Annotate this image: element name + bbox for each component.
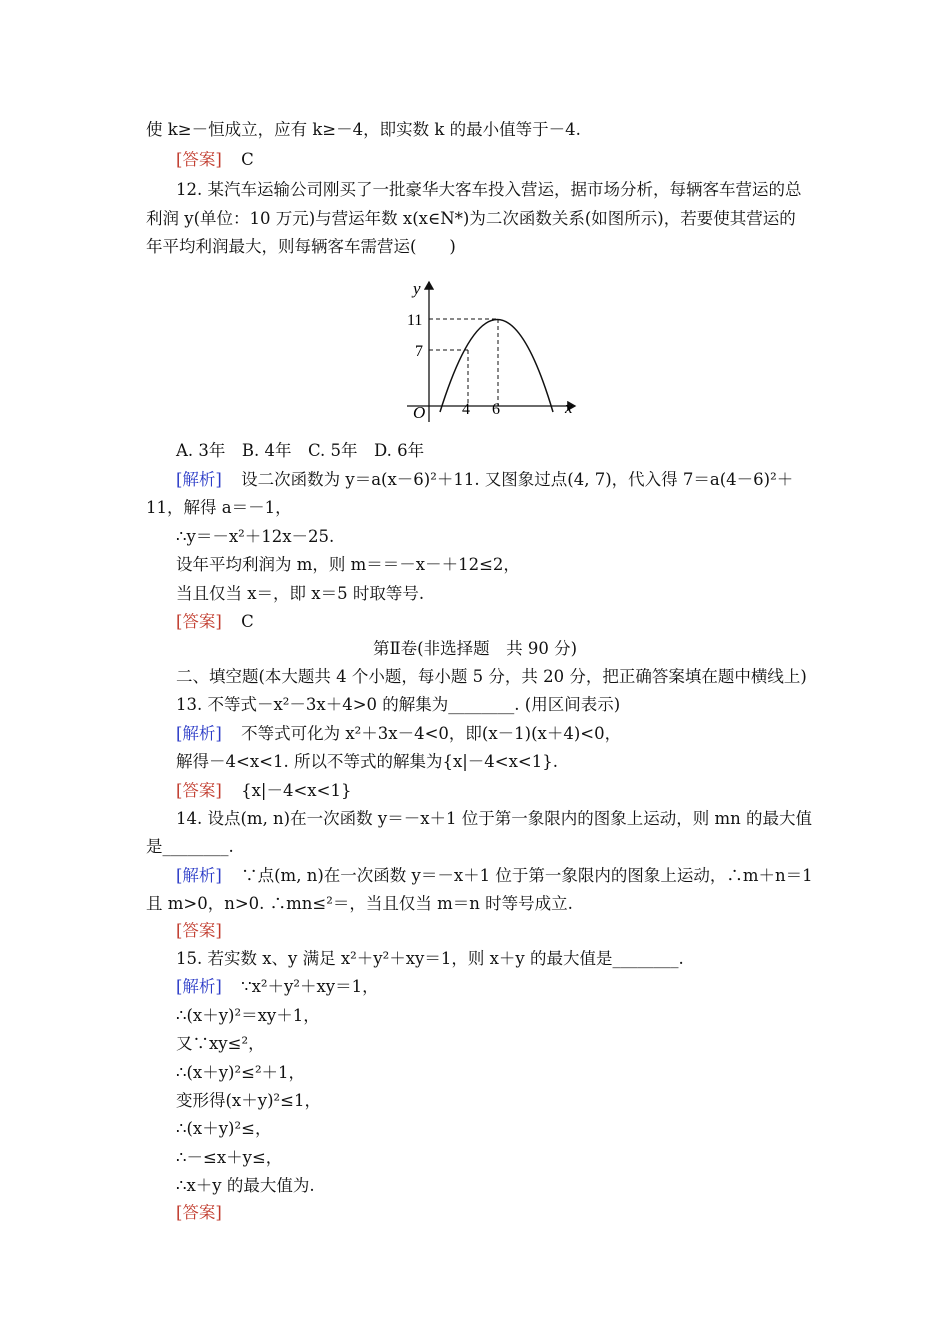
analysis-13-line-2: 解得－4<x<1. 所以不等式的解集为{x|－4<x<1}. [176,752,558,771]
analysis-15-line-7: ∴－≤x＋y≤， [176,1148,283,1167]
analysis-text: ∵点(m, n)在一次函数 y＝－x＋1 位于第一象限内的图象上运动，∴m＋n＝1 [241,866,813,885]
y-tick-7: 7 [415,343,423,360]
answer-13-line [176,781,351,801]
question-13: 13. 不等式－x²－3x＋4>0 的解集为________. (用区间表示) [176,695,621,714]
analysis-15-line-3: 又∵xy≤²， [176,1034,265,1053]
analysis-13-line-1 [176,724,621,744]
answer-tag: [答案] [176,781,222,800]
answer-tag: [答案] [176,1203,222,1222]
analysis-text: 不等式可化为 x²＋3x－4<0，即(x－1)(x＋4)<0， [241,724,622,743]
y-tick-11: 11 [407,312,423,329]
quadratic-graph [395,272,595,432]
question-12-line-3: 年平均利润最大，则每辆客车需营运( ) [146,237,456,256]
analysis-tag: [解析] [176,724,222,743]
section-2-title: 第Ⅱ卷(非选择题 共 90 分) [372,639,578,658]
text-line: 使 k≥－恒成立，应有 k≥－4，即实数 k 的最小值等于－4. [146,120,581,139]
answer-tag: [答案] [176,921,222,940]
analysis-15-line-1 [176,977,379,997]
question-15: 15. 若实数 x、y 满足 x²＋y²＋xy＝1，则 x＋y 的最大值是________. [176,949,684,968]
x-tick-4: 4 [462,401,470,418]
analysis-tag: [解析] [176,470,222,489]
question-12-options: A. 3年 B. 4年 C. 5年 D. 6年 [176,441,425,460]
answer-tag: [答案] [176,612,222,631]
analysis-tag: [解析] [176,977,222,996]
answer-value: C [241,150,254,169]
question-14-line-1: 14. 设点(m, n)在一次函数 y＝－x＋1 位于第一象限内的图象上运动，则 mn 的最大值 [176,809,812,828]
origin-label: O [413,403,426,422]
analysis-12-line-5: 当且仅当 x＝，即 x＝5 时取等号. [176,584,425,603]
answer-12-line [176,612,254,632]
answer-tag: [答案] [176,150,222,169]
analysis-12-line-3: ∴y＝－x²＋12x－25. [176,527,335,546]
analysis-14-line-2: 且 m>0，n>0. ∴mn≤²＝，当且仅当 m＝n 时等号成立. [146,894,573,913]
analysis-text: 设二次函数为 y＝a(x－6)²＋11. 又图象过点(4, 7)，代入得 7＝a(4－6)²＋ [241,470,794,489]
parabola-curve [440,320,553,413]
question-14-line-2: 是________. [146,837,234,856]
answer-value: {x|－4<x<1} [241,781,352,800]
answer-line [176,150,254,170]
analysis-12-line-2: 11，解得 a＝－1， [146,498,292,517]
analysis-14-line-1 [176,866,813,886]
question-12-line-1: 12. 某汽车运输公司刚买了一批豪华大客车投入营运，据市场分析，每辆客车营运的总 [176,180,802,199]
analysis-tag: [解析] [176,866,222,885]
answer-15-line [176,1203,222,1223]
question-12-line-2: 利润 y(单位：10 万元)与营运年数 x(x∈N*)为二次函数关系(如图所示)，若要使其营运的 [146,209,796,228]
analysis-15-line-6: ∴(x＋y)²≤， [176,1119,272,1138]
section-2-instructions: 二、填空题(本大题共 4 个小题，每小题 5 分，共 20 分，把正确答案填在题中横线上) [176,667,807,686]
y-axis-label: y [413,279,421,298]
analysis-15-line-2: ∴(x＋y)²＝xy＋1， [176,1006,320,1025]
analysis-15-line-4: ∴(x＋y)²≤²＋1， [176,1063,306,1082]
x-axis-label: x [565,398,573,417]
analysis-15-line-5: 变形得(x＋y)²≤1， [176,1091,321,1110]
answer-14-line [176,921,222,941]
answer-value: C [241,612,254,631]
analysis-12-line-1 [176,470,793,490]
x-tick-6: 6 [492,401,500,418]
analysis-12-line-4: 设年平均利润为 m，则 m＝＝－x－＋12≤2， [176,555,520,574]
analysis-text: ∵x²＋y²＋xy＝1， [241,977,379,996]
analysis-15-line-8: ∴x＋y 的最大值为. [176,1176,315,1195]
